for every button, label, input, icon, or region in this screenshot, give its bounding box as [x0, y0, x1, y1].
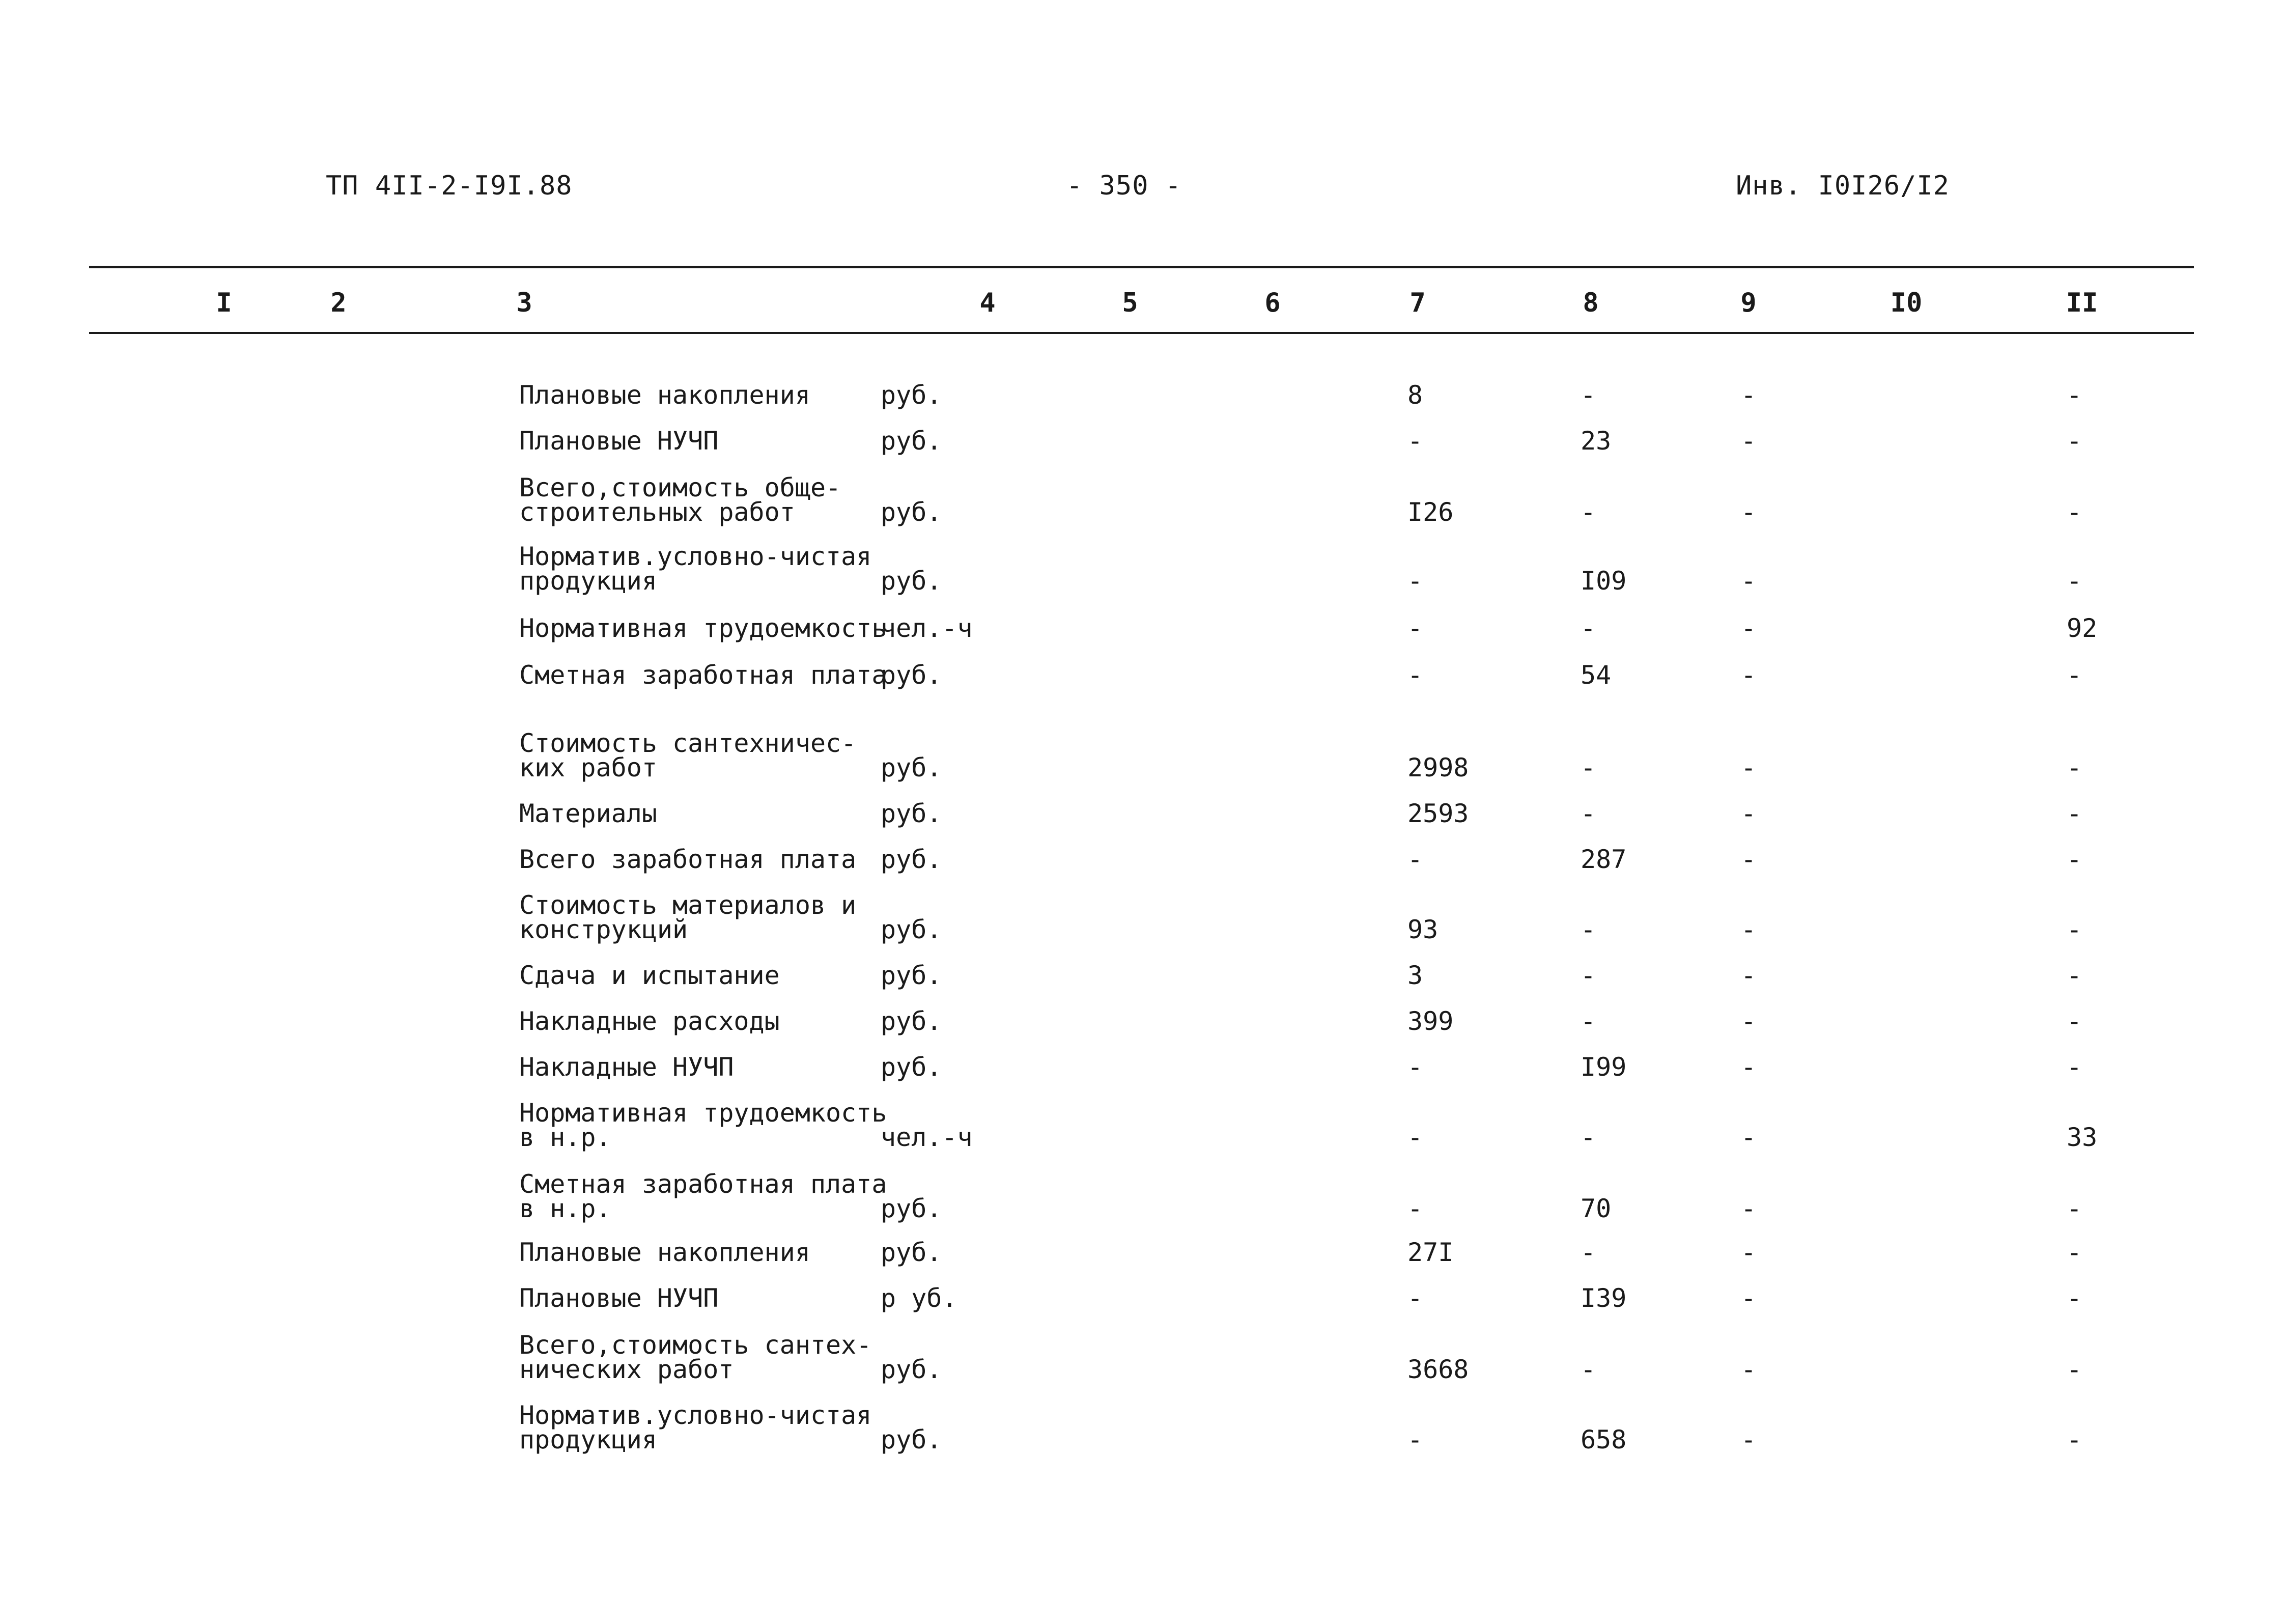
row-unit: руб. [881, 845, 942, 874]
cell-col-7: - [1407, 1123, 1423, 1152]
cell-col-7: 2593 [1407, 799, 1469, 828]
cell-col-9: - [1741, 1283, 1757, 1313]
cell-col-8: - [1581, 1006, 1596, 1036]
column-number: 5 [1122, 288, 1138, 318]
row-label: Всего,стоимость обще- строительных работ [519, 473, 841, 527]
cell-col-9: - [1741, 426, 1757, 456]
cell-col-7: 8 [1407, 380, 1423, 410]
row-label: Всего заработная плата [519, 845, 857, 874]
table-row [0, 392, 2284, 456]
cell-col-8: 658 [1581, 1425, 1627, 1454]
row-unit: руб. [881, 1052, 942, 1082]
cell-col-8: - [1581, 753, 1596, 782]
cell-col-8: 287 [1581, 845, 1627, 874]
table-row [0, 1088, 2284, 1150]
row-unit: руб. [881, 753, 942, 782]
cell-col-9: - [1741, 753, 1757, 782]
row-label: Накладные НУЧП [519, 1052, 734, 1082]
row-label: Плановые НУЧП [519, 1283, 719, 1313]
cell-col-7: 3 [1407, 961, 1423, 990]
cell-col-8: I99 [1581, 1052, 1627, 1082]
table-row [0, 1321, 2284, 1382]
cell-col-9: - [1741, 1194, 1757, 1223]
cell-col-9: - [1741, 613, 1757, 643]
cell-col-8: 70 [1581, 1194, 1612, 1223]
table-row [0, 1391, 2284, 1452]
cell-col-8: 23 [1581, 426, 1612, 456]
cell-col-7: - [1407, 566, 1423, 596]
row-label: Сметная заработная плата [519, 660, 887, 690]
table-header-rule [89, 332, 2194, 334]
cell-col-8: - [1581, 380, 1596, 410]
column-number: I [216, 288, 232, 318]
row-label: Нормативная трудоемкость в н.р. [519, 1098, 887, 1152]
cell-col-9: - [1741, 497, 1757, 527]
cell-col-7: 93 [1407, 915, 1439, 944]
cell-col-8: 54 [1581, 660, 1612, 690]
cell-col-11: - [2067, 1052, 2082, 1082]
row-label: Всего,стоимость сантех- нических работ [519, 1330, 872, 1384]
cell-col-11: - [2067, 1283, 2082, 1313]
table-row [0, 463, 2284, 527]
cell-col-8: - [1581, 961, 1596, 990]
column-number: I0 [1890, 288, 1923, 318]
row-label: Норматив.условно-чистая продукция [519, 1401, 872, 1454]
row-unit: чел.-ч [881, 613, 973, 643]
cell-col-7: 3668 [1407, 1355, 1469, 1384]
table-row [0, 1249, 2284, 1313]
cell-col-8: I39 [1581, 1283, 1627, 1313]
cell-col-7: - [1407, 1194, 1423, 1223]
cell-col-9: - [1741, 799, 1757, 828]
table-row [0, 810, 2284, 872]
cell-col-11: - [2067, 380, 2082, 410]
row-label: Норматив.условно-чистая продукция [519, 542, 872, 596]
cell-col-7: - [1407, 845, 1423, 874]
cell-col-8: I09 [1581, 566, 1627, 596]
row-unit: руб. [881, 1194, 942, 1223]
cell-col-7: 399 [1407, 1006, 1454, 1036]
row-unit: руб. [881, 566, 942, 596]
row-label: Материалы [519, 799, 657, 828]
cell-col-11: - [2067, 753, 2082, 782]
page-number: - 350 - [1066, 171, 1182, 201]
cell-col-11: - [2067, 426, 2082, 456]
row-label: Сдача и испытание [519, 961, 780, 990]
cell-col-8: - [1581, 799, 1596, 828]
column-number: 9 [1740, 288, 1757, 318]
row-label: Нормативная трудоемкость [519, 613, 887, 643]
cell-col-7: - [1407, 426, 1423, 456]
cell-col-11: - [2067, 1194, 2082, 1223]
cell-col-9: - [1741, 380, 1757, 410]
row-unit: руб. [881, 1006, 942, 1036]
cell-col-7: - [1407, 1425, 1423, 1454]
cell-col-7: 2998 [1407, 753, 1469, 782]
cell-col-11: 33 [2067, 1123, 2098, 1152]
cell-col-11: - [2067, 961, 2082, 990]
cell-col-7: I26 [1407, 497, 1454, 527]
inventory-number: Инв. I0I26/I2 [1736, 171, 1950, 201]
row-label: Плановые накопления [519, 380, 810, 410]
row-unit: руб. [881, 1238, 942, 1267]
cell-col-7: - [1407, 613, 1423, 643]
cell-col-11: - [2067, 660, 2082, 690]
table-row [0, 1018, 2284, 1082]
cell-col-9: - [1741, 845, 1757, 874]
row-label: Плановые накопления [519, 1238, 810, 1267]
row-unit: руб. [881, 380, 942, 410]
cell-col-11: - [2067, 1006, 2082, 1036]
column-number: 4 [979, 288, 996, 318]
row-unit: руб. [881, 799, 942, 828]
column-number: 7 [1409, 288, 1426, 318]
cell-col-11: - [2067, 1238, 2082, 1267]
cell-col-9: - [1741, 1006, 1757, 1036]
row-unit: чел.-ч [881, 1123, 973, 1152]
column-number: 8 [1583, 288, 1599, 318]
cell-col-7: - [1407, 1052, 1423, 1082]
row-unit: руб. [881, 961, 942, 990]
cell-col-7: - [1407, 660, 1423, 690]
cell-col-11: - [2067, 497, 2082, 527]
column-number: 2 [330, 288, 347, 318]
row-unit: руб. [881, 426, 942, 456]
table-top-rule [89, 266, 2194, 268]
row-unit: руб. [881, 497, 942, 527]
cell-col-8: - [1581, 613, 1596, 643]
row-unit: руб. [881, 1355, 942, 1384]
cell-col-9: - [1741, 1052, 1757, 1082]
cell-col-8: - [1581, 497, 1596, 527]
cell-col-9: - [1741, 566, 1757, 596]
column-number: 6 [1264, 288, 1281, 318]
cell-col-11: - [2067, 799, 2082, 828]
cell-col-9: - [1741, 1238, 1757, 1267]
cell-col-9: - [1741, 915, 1757, 944]
cell-col-11: - [2067, 1425, 2082, 1454]
column-number: 3 [516, 288, 532, 318]
cell-col-7: - [1407, 1283, 1423, 1313]
row-label: Плановые НУЧП [519, 426, 719, 456]
row-unit: руб. [881, 915, 942, 944]
cell-col-9: - [1741, 1355, 1757, 1384]
row-unit: руб. [881, 660, 942, 690]
row-unit: руб. [881, 1425, 942, 1454]
cell-col-11: 92 [2067, 613, 2098, 643]
row-label: Стоимость материалов и конструкций [519, 890, 857, 944]
cell-col-9: - [1741, 961, 1757, 990]
cell-col-11: - [2067, 845, 2082, 874]
row-label: Стоимость сантехничес- ких работ [519, 729, 857, 782]
row-label: Накладные расходы [519, 1006, 780, 1036]
cell-col-9: - [1741, 660, 1757, 690]
cell-col-8: - [1581, 1123, 1596, 1152]
column-number: II [2066, 288, 2098, 318]
cell-col-8: - [1581, 1238, 1596, 1267]
cell-col-8: - [1581, 1355, 1596, 1384]
cell-col-9: - [1741, 1123, 1757, 1152]
cell-col-8: - [1581, 915, 1596, 944]
document-code: ТП 4II-2-I9I.88 [326, 171, 573, 201]
cell-col-11: - [2067, 1355, 2082, 1384]
table-row [0, 626, 2284, 690]
cell-col-7: 27I [1407, 1238, 1454, 1267]
cell-col-11: - [2067, 566, 2082, 596]
row-unit: р уб. [881, 1283, 957, 1313]
cell-col-9: - [1741, 1425, 1757, 1454]
row-label: Сметная заработная плата в н.р. [519, 1169, 887, 1223]
cell-col-11: - [2067, 915, 2082, 944]
